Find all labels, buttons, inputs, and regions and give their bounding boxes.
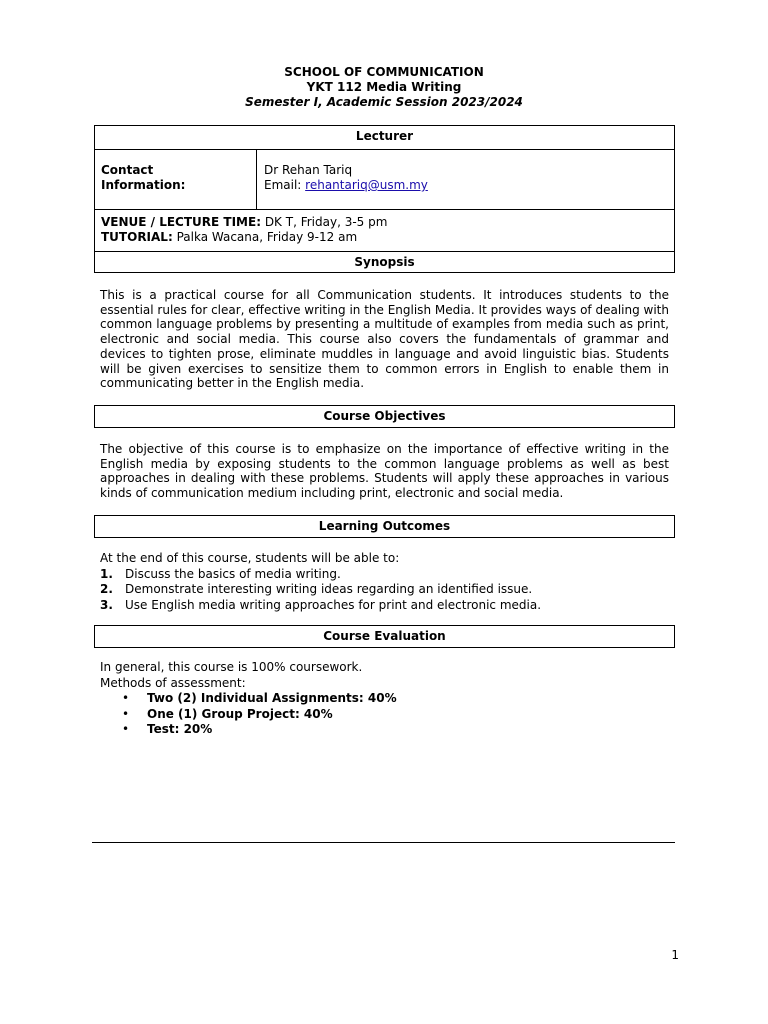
list-text: Use English media writing approaches for print and electronic media. [125,597,542,612]
email-line [264,178,428,193]
bullet-text: One (1) Group Project: 40% [147,706,333,721]
venue-text [101,215,387,245]
bullet-icon: • [122,691,130,705]
synopsis-paragraph: This is a practical course for all Communication students. It introduces students to the essential rules for clear, effective writing in the English Media. It provides ways of dealing with common language problems by presenting a multitude of examples from media such as print, electronic and social media. This course also covers the fundamentals of grammar and devices to tighten prose, eliminate muddles in language and avoid linguistic bias. Students will be given exercises to sensitize them to common errors in English to enable them in communicating better in the English media. [100,288,669,391]
synopsis-heading: Synopsis [354,255,415,269]
venue-row [95,210,674,252]
course-title: YKT 112 Media Writing [306,80,462,94]
contact-label-line2: Information: [101,178,186,192]
contact-label [101,163,251,193]
bullet-icon: • [122,706,130,721]
evaluation-line2: Methods of assessment: [100,675,246,690]
evaluation-heading: Course Evaluation [94,625,675,648]
bullet-item [100,691,669,707]
document-header [0,65,768,110]
contact-row [95,149,674,210]
venue-line [101,215,387,230]
bullet-text: Test: 20% [147,722,213,736]
tutorial-label: TUTORIAL: [101,230,173,244]
bullet-icon: • [122,722,130,736]
email-link[interactable]: rehantariq@usm.my [305,178,428,192]
outcomes-intro: At the end of this course, students will be able to: [100,551,400,565]
evaluation-section [100,660,669,738]
email-label: Email: [264,178,306,192]
objectives-heading: Course Objectives [94,405,675,428]
lecturer-heading: Lecturer [95,126,674,150]
outcomes-heading: Learning Outcomes [94,515,675,538]
list-number: 1. [100,566,113,581]
list-number: 3. [100,597,113,612]
table-divider [256,149,257,209]
list-item [100,598,669,614]
list-text: Discuss the basics of media writing. [125,566,341,581]
evaluation-line1: In general, this course is 100% coursework. [100,660,363,674]
tutorial-line [101,230,387,245]
contact-value [264,163,428,193]
footer-divider [92,842,675,843]
lecturer-table [94,125,675,273]
list-number: 2. [100,582,113,596]
bullet-item [100,722,669,738]
venue-value: DK T, Friday, 3-5 pm [261,215,388,229]
academic-session: Semester I, Academic Session 2023/2024 [245,95,523,109]
lecturer-name: Dr Rehan Tariq [264,163,353,177]
school-name: SCHOOL OF COMMUNICATION [284,65,484,79]
list-item [100,582,669,598]
bullet-text: Two (2) Individual Assignments: 40% [147,691,397,705]
page-number: 1 [671,948,679,962]
list-text: Demonstrate interesting writing ideas regarding an identified issue. [125,582,533,596]
objectives-paragraph: The objective of this course is to emphasize on the importance of effective writing in the English media by exposing students to the common language problems as well as best approaches in dealing with these problems. Students will apply these approaches in various kinds of communication medium including print, electronic and social media. [100,442,669,501]
venue-label: VENUE / LECTURE TIME: [101,215,261,229]
outcomes-section [100,551,669,613]
contact-label-line1: Contact [101,163,154,177]
bullet-item [100,707,669,723]
list-item [100,567,669,583]
tutorial-value: Palka Wacana, Friday 9-12 am [172,230,358,244]
